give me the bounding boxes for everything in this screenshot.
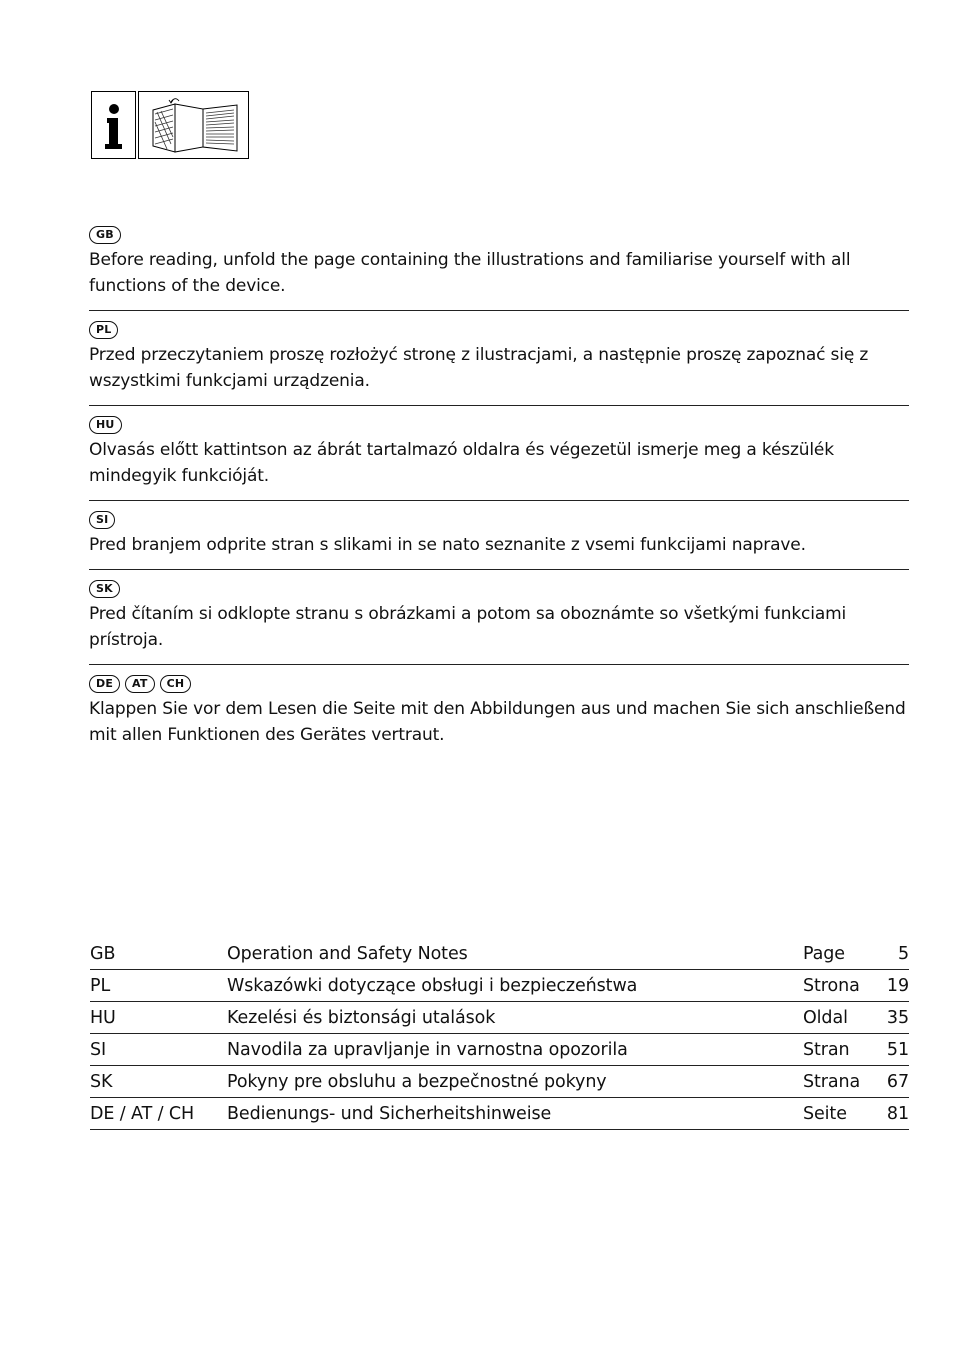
instruction-text: Klappen Sie vor dem Lesen die Seite mit den Abbildungen aus und machen Sie sich anschließend mit allen Funktionen des Gerätes vertraut.	[89, 699, 906, 745]
country-badge: SK	[89, 580, 120, 598]
toc-language-code: HU	[90, 1002, 227, 1034]
toc-row[interactable]	[90, 1098, 909, 1130]
toc-page-word: Strana	[803, 1066, 873, 1098]
instruction-gb	[89, 226, 909, 311]
toc-page-number: 81	[873, 1098, 909, 1130]
toc-title: Kezelési és biztonsági utalások	[227, 1002, 803, 1034]
instruction-text: Before reading, unfold the page containing the illustrations and familiarise yourself with all functions of the device.	[89, 250, 851, 296]
country-badge: HU	[89, 416, 122, 434]
toc-page-number: 35	[873, 1002, 909, 1034]
instruction-pl	[89, 321, 909, 406]
toc-language-code: SK	[90, 1066, 227, 1098]
table-of-contents	[90, 938, 909, 1130]
instruction-sk	[89, 580, 909, 665]
country-badge: GB	[89, 226, 121, 244]
toc-title: Bedienungs- und Sicherheitshinweise	[227, 1098, 803, 1130]
country-badge: PL	[89, 321, 118, 339]
country-badge: SI	[89, 511, 115, 529]
toc-page-number: 51	[873, 1034, 909, 1066]
instruction-text: Przed przeczytaniem proszę rozłożyć stronę z ilustracjami, a następnie proszę zapoznać się z wszystkimi funkcjami urządzenia.	[89, 345, 869, 391]
toc-language-code: SI	[90, 1034, 227, 1066]
toc-language-code: GB	[90, 938, 227, 970]
toc-page-number: 67	[873, 1066, 909, 1098]
toc-title: Operation and Safety Notes	[227, 938, 803, 970]
toc-language-code: DE / AT / CH	[90, 1098, 227, 1130]
unfold-page-icon	[138, 91, 249, 159]
toc-title: Pokyny pre obsluhu a bezpečnostné pokyny	[227, 1066, 803, 1098]
toc-title: Navodila za upravljanje in varnostna opozorila	[227, 1034, 803, 1066]
info-icon	[91, 91, 136, 159]
instruction-si	[89, 511, 909, 570]
toc-row[interactable]	[90, 970, 909, 1002]
toc-page-number: 5	[873, 938, 909, 970]
instruction-de-at-ch	[89, 675, 909, 759]
instruction-text: Olvasás előtt kattintson az ábrát tartalmazó oldalra és végezetül ismerje meg a készülék mindegyik funkcióját.	[89, 440, 834, 486]
toc-page-word: Strona	[803, 970, 873, 1002]
header-icons	[91, 91, 249, 161]
unfold-instructions	[89, 226, 909, 769]
instruction-text: Pred čítaním si odklopte stranu s obrázkami a potom sa oboznámte so všetkými funkciami prístroja.	[89, 604, 847, 650]
country-badge: AT	[125, 675, 155, 693]
toc-row[interactable]	[90, 1002, 909, 1034]
toc-row[interactable]	[90, 1034, 909, 1066]
country-badge: DE	[89, 675, 120, 693]
toc-row[interactable]	[90, 938, 909, 970]
toc-title: Wskazówki dotyczące obsługi i bezpieczeństwa	[227, 970, 803, 1002]
toc-page-word: Stran	[803, 1034, 873, 1066]
toc-page-word: Oldal	[803, 1002, 873, 1034]
toc-language-code: PL	[90, 970, 227, 1002]
toc-row[interactable]	[90, 1066, 909, 1098]
instruction-text: Pred branjem odprite stran s slikami in se nato seznanite z vsemi funkcijami naprave.	[89, 535, 806, 555]
instruction-hu	[89, 416, 909, 501]
toc-page-word: Seite	[803, 1098, 873, 1130]
toc-page-number: 19	[873, 970, 909, 1002]
country-badge: CH	[160, 675, 192, 693]
toc-page-word: Page	[803, 938, 873, 970]
